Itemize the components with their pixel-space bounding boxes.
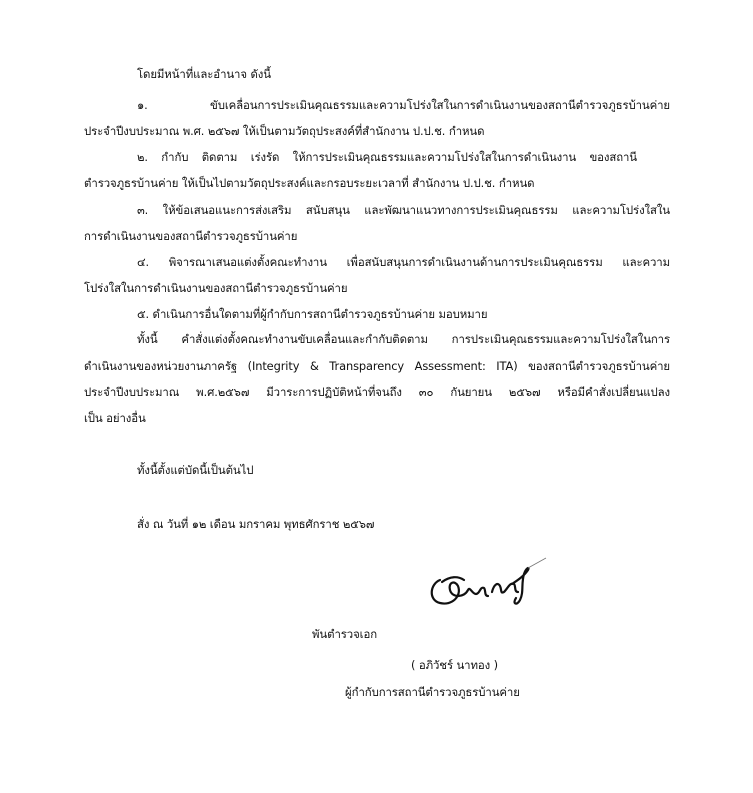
item-3-line-1: ๓. ให้ข้อเสนอแนะการส่งเสริม สนับสนุน และพัฒนาแนวทางการประเมินคุณธรรม และความโปร่งใสใน [137,203,670,217]
item-2-line-1: ๒. กำกับ ติดตาม เร่งรัด ให้การประเมินคุณธรรมและความโปร่งใสในการดำเนินงาน ของสถานี [137,150,637,164]
item-1-line-2: ประจำปีงบประมาณ พ.ศ. ๒๕๖๗ ให้เป็นตามวัตถุประสงค์ที่สำนักงาน ป.ป.ช. กำหนด [84,124,485,138]
item-4-line-2: โปร่งใสในการดำเนินงานของสถานีตำรวจภูธรบ้านค่าย [84,281,348,295]
signer-rank: พันตำรวจเอก [312,627,378,641]
item-1-line-1: ๑. ขับเคลื่อนการประเมินคุณธรรมและความโปร่งใสในการดำเนินงานของสถานีตำรวจภูธรบ้านค่าย [137,98,670,112]
intro-text: โดยมีหน้าที่และอำนาจ ดังนี้ [137,67,271,81]
item-4-line-1: ๔. พิจารณาเสนอแต่งตั้งคณะทำงาน เพื่อสนับสนุนการดำเนินงานด้านการประเมินคุณธรรม และความ [137,255,670,269]
item-2-line-2: ตำรวจภูธรบ้านค่าย ให้เป็นไปตามวัตถุประสงค์และกรอบระยะเวลาที่ สำนักงาน ป.ป.ช. กำหนด [84,176,535,190]
item-5-line-1: ๕. ดำเนินการอื่นใดตามที่ผู้กำกับการสถานีตำรวจภูธรบ้านค่าย มอบหมาย [137,307,488,321]
closing-line-2: ดำเนินงานของหน่วยงานภาครัฐ (Integrity & Transparency Assessment: ITA) ของสถานีตำรวจภูธรบ้านค่าย [84,359,670,373]
order-date: สั่ง ณ วันที่ ๑๒ เดือน มกราคม พุทธศักราช ๒๕๖๗ [137,517,375,531]
closing-line-3: ประจำปีงบประมาณ พ.ศ.๒๕๖๗ มีวาระการปฏิบัติหน้าที่จนถึง ๓๐ กันยายน ๒๕๖๗ หรือมีคำสั่งเปลี่ยนแปลง [84,385,670,399]
handwritten-signature [420,556,550,616]
effective-text: ทั้งนี้ตั้งแต่บัดนี้เป็นต้นไป [137,463,254,477]
signer-name: ( อภิวัชร์ นาทอง ) [411,658,498,672]
signer-position: ผู้กำกับการสถานีตำรวจภูธรบ้านค่าย [345,685,520,699]
item-3-line-2: การดำเนินงานของสถานีตำรวจภูธรบ้านค่าย [84,229,298,243]
closing-line-1: ทั้งนี้ คำสั่งแต่งตั้งคณะทำงานขับเคลื่อนและกำกับติดตาม การประเมินคุณธรรมและความโปร่งใสในการ [137,332,670,346]
closing-line-4: เป็น อย่างอื่น [84,411,146,425]
